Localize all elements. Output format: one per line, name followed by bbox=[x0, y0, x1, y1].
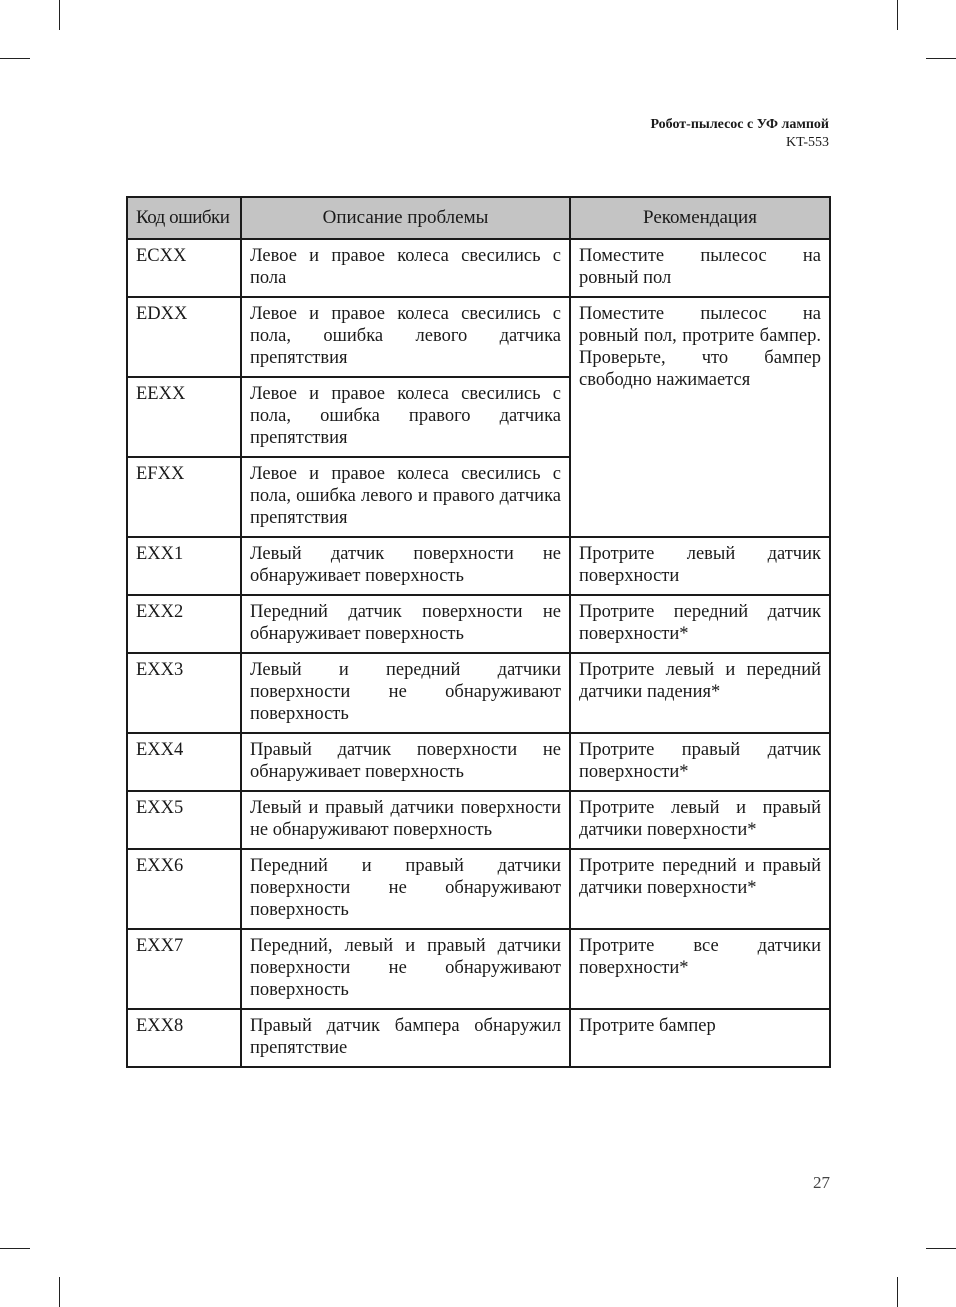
error-code: EXX4 bbox=[127, 733, 241, 791]
recommendation: Протрите бампер bbox=[570, 1009, 830, 1067]
document-title: Робот-пылесос с УФ лампой bbox=[650, 117, 829, 132]
page-header bbox=[650, 116, 829, 152]
error-code: EDXX bbox=[127, 297, 241, 377]
page-number: 27 bbox=[813, 1173, 830, 1192]
table-header-row bbox=[127, 197, 830, 239]
problem-description: Левое и правое колеса свесились с пола, ошибка левого и правого датчика препятствия bbox=[241, 457, 570, 537]
recommendation: Поместите пылесос на ровный пол, протрите бампер. Проверьте, что бампер свободно нажимается bbox=[570, 297, 830, 537]
table-row bbox=[127, 1009, 830, 1067]
column-header-recommendation: Рекомендация bbox=[570, 197, 830, 239]
model-number: KT-553 bbox=[785, 135, 829, 150]
problem-description: Правый датчик бампера обнаружил препятствие bbox=[241, 1009, 570, 1067]
table-row bbox=[127, 653, 830, 733]
table-row bbox=[127, 849, 830, 929]
table-row bbox=[127, 537, 830, 595]
error-code: EXX1 bbox=[127, 537, 241, 595]
recommendation: Поместите пылесос на ровный пол bbox=[570, 239, 830, 297]
recommendation: Протрите левый датчик поверхности bbox=[570, 537, 830, 595]
crop-mark bbox=[926, 1248, 956, 1249]
error-code: EEXX bbox=[127, 377, 241, 457]
error-code: EXX5 bbox=[127, 791, 241, 849]
problem-description: Правый датчик поверхности не обнаруживает поверхность bbox=[241, 733, 570, 791]
crop-mark bbox=[0, 58, 30, 59]
table-row bbox=[127, 791, 830, 849]
recommendation: Протрите все датчики поверхности* bbox=[570, 929, 830, 1009]
table-row bbox=[127, 595, 830, 653]
problem-description: Левое и правое колеса свесились с пола bbox=[241, 239, 570, 297]
error-code: EXX6 bbox=[127, 849, 241, 929]
error-code: EXX2 bbox=[127, 595, 241, 653]
table-row bbox=[127, 239, 830, 297]
problem-description: Левое и правое колеса свесились с пола, ошибка правого датчика препятствия bbox=[241, 377, 570, 457]
error-code: EXX8 bbox=[127, 1009, 241, 1067]
error-code: EXX7 bbox=[127, 929, 241, 1009]
column-header-code: Код ошибки bbox=[127, 197, 241, 239]
problem-description: Передний и правый датчики поверхности не обнаруживают поверхность bbox=[241, 849, 570, 929]
crop-mark bbox=[897, 0, 898, 30]
error-code: ECXX bbox=[127, 239, 241, 297]
recommendation: Протрите правый датчик поверхности* bbox=[570, 733, 830, 791]
recommendation: Протрите левый и правый датчики поверхности* bbox=[570, 791, 830, 849]
crop-mark bbox=[926, 58, 956, 59]
crop-mark bbox=[59, 0, 60, 30]
recommendation: Протрите передний датчик поверхности* bbox=[570, 595, 830, 653]
recommendation: Протрите левый и передний датчики падения* bbox=[570, 653, 830, 733]
column-header-description: Описание проблемы bbox=[241, 197, 570, 239]
problem-description: Левый датчик поверхности не обнаруживает поверхность bbox=[241, 537, 570, 595]
problem-description: Передний датчик поверхности не обнаруживает поверхность bbox=[241, 595, 570, 653]
problem-description: Левый и передний датчики поверхности не обнаруживают поверхность bbox=[241, 653, 570, 733]
crop-mark bbox=[59, 1277, 60, 1307]
table-row bbox=[127, 297, 830, 377]
crop-mark bbox=[897, 1277, 898, 1307]
error-code: EXX3 bbox=[127, 653, 241, 733]
table-row bbox=[127, 733, 830, 791]
problem-description: Левый и правый датчики поверхности не обнаруживают поверхность bbox=[241, 791, 570, 849]
recommendation: Протрите передний и правый датчики поверхности* bbox=[570, 849, 830, 929]
table-row bbox=[127, 929, 830, 1009]
problem-description: Левое и правое колеса свесились с пола, ошибка левого датчика препятствия bbox=[241, 297, 570, 377]
problem-description: Передний, левый и правый датчики поверхности не обнаруживают поверхность bbox=[241, 929, 570, 1009]
error-code: EFXX bbox=[127, 457, 241, 537]
error-codes-table bbox=[126, 196, 831, 1068]
crop-mark bbox=[0, 1248, 30, 1249]
